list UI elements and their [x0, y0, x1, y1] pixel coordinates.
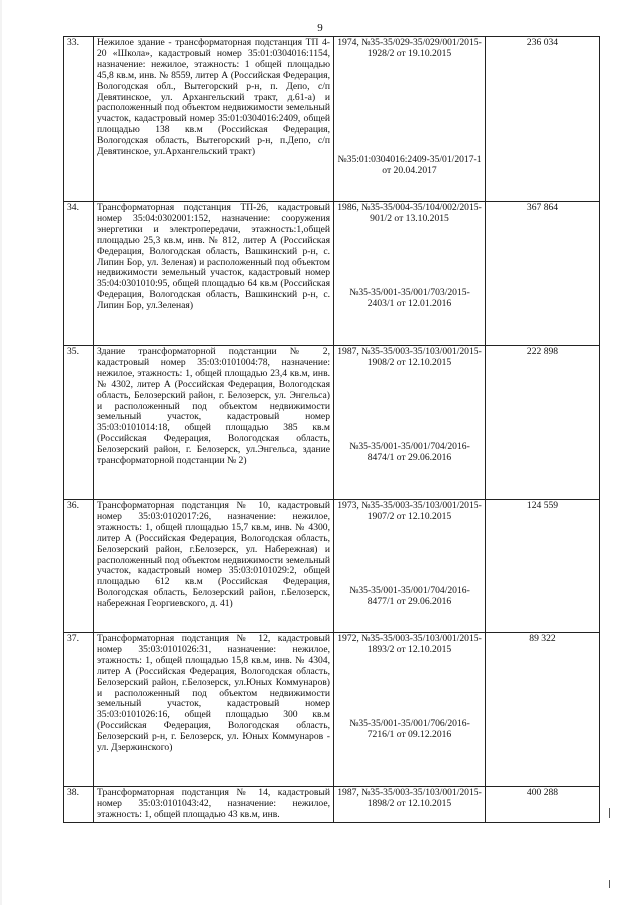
property-value: 124 559 — [486, 500, 600, 633]
row-number: 34. — [64, 202, 94, 346]
registration-cell — [334, 202, 486, 346]
table-row — [64, 202, 600, 346]
margin-mark — [609, 808, 610, 818]
registration-record: 1974, №35-35/029-35/029/001/2015-1928/2 от 19.10.2015 — [337, 37, 482, 59]
scan-edge — [0, 0, 2, 905]
property-description: Трансформаторная подстанция № 14, кадастровый номер 35:03:0101043:42, назначение: нежилое, этажность: 1, общей площадью 43 кв.м, инв. — [94, 787, 334, 823]
land-registration-record: №35-35/001-35/001/704/2016-8474/1 от 29.06.2016 — [349, 441, 470, 463]
registration-record: 1972, №35-35/003-35/103/001/2015-1893/2 от 12.10.2015 — [337, 633, 482, 655]
registration-record: 1973, №35-35/003-35/103/001/2015-1907/2 от 12.10.2015 — [337, 500, 482, 522]
table-row — [64, 346, 600, 500]
land-registration-record: №35-35/001-35/001/704/2016-8477/1 от 29.06.2016 — [349, 585, 470, 607]
table-row — [64, 500, 600, 633]
registration-cell — [334, 346, 486, 500]
property-value: 400 288 — [486, 787, 600, 823]
row-number: 35. — [64, 346, 94, 500]
property-value: 367 864 — [486, 202, 600, 346]
property-register-table — [63, 36, 600, 823]
property-description: Трансформаторная подстанция № 10, кадастровый номер 35:03:0102017:26, назначение: нежилое, этажность: 1, общей площадью 15,7 кв.м, инв. № 4300, литер А (Российская Федерация, Вологодская область, Белозерский район, г.Белозерск, ул. Набережная) и расположенный под объектом недвижимости земельный участок, кадастровый номер 35:03:0101029:2, общей площадью 612 кв.м (Российская Федерация, Вологодская область, Белозерский район, г.Белозерск, набережная Георгиевского, д. 41) — [94, 500, 334, 633]
row-number: 38. — [64, 787, 94, 823]
property-value: 236 034 — [486, 37, 600, 202]
table-row — [64, 633, 600, 787]
registration-record: 1986, №35-35/004-35/104/002/2015-901/2 от 13.10.2015 — [337, 202, 482, 224]
land-registration-record: №35:01:0304016:2409-35/01/2017-1 от 20.04.2017 — [337, 154, 482, 176]
table-row — [64, 787, 600, 823]
property-description: Здание трансформаторной подстанции № 2, кадастровый номер 35:03:0101004:78, назначение: нежилое, этажность: 1, общей площадью 23,4 кв.м, инв. № 4302, литер А (Российская Федерация, Вологодская область, Белозерский район, г. Белозерск, ул. Энгельса) и расположенный под объектом недвижимости земельный участок, кадастровый номер 35:03:0101014:18, общей площадью 385 кв.м (Российская Федерация, Вологодская область, Белозерский район, г. Белозерск, ул.Энгельса, здание трансформаторной подстанции № 2) — [94, 346, 334, 500]
registration-cell — [334, 37, 486, 202]
registration-cell — [334, 500, 486, 633]
registration-record: 1987, №35-35/003-35/103/001/2015-1898/2 от 12.10.2015 — [337, 787, 482, 809]
row-number: 37. — [64, 633, 94, 787]
table-row — [64, 37, 600, 202]
registration-record: 1987, №35-35/003-35/103/001/2015-1908/2 от 12.10.2015 — [337, 346, 482, 368]
registration-cell — [334, 633, 486, 787]
page-number: 9 — [317, 22, 323, 34]
row-number: 33. — [64, 37, 94, 202]
property-description: Нежилое здание - трансформаторная подстанция ТП 4-20 «Школа», кадастровый номер 35:01:0304016:1154, назначение: нежилое, этажность: 1 общей площадью 45,8 кв.м, инв. № 8559, литер А (Российская Федерация, Вологодская обл., Вытегорский р-н, п. Депо, с/п Девятинское, ул. Архангельский тракт, д.61-а) и расположенный под объектом недвижимости земельный участок, кадастровый номер 35:01:0304016:2409, общей площадью 138 кв.м (Российская Федерация, Вологодская область, Вытегорский р-н, п.Депо, с/п Девятинское, ул.Архангельский тракт) — [94, 37, 334, 202]
property-description: Трансформаторная подстанция № 12, кадастровый номер 35:03:0101026:31, назначение: нежилое, этажность: 1, общей площадью 15,8 кв.м, инв. № 4304, литер А (Российская Федерация, Вологодская область, Белозерский район, г.Белозерск, ул.Юных Коммунаров) и расположенный под объектом недвижимости земельный участок, кадастровый номер 35:03:0101026:16, общей площадью 300 кв.м (Российская Федерация, Вологодская область, Белозерский р-н, г. Белозерск, ул. Юных Коммунаров - ул. Дзержинского) — [94, 633, 334, 787]
margin-mark — [609, 880, 610, 888]
property-value: 89 322 — [486, 633, 600, 787]
property-description: Трансформаторная подстанция ТП-26, кадастровый номер 35:04:0302001:152, назначение: сооружения энергетики и электропередачи, этажность:1,общей площадью 25,3 кв.м, инв. № 812, литер А (Российская Федерация, Вологодская область, Вашкинский р-н, с. Липин Бор, ул. Зеленая) и расположенный под объектом недвижимости земельный участок, кадастровый номер 35:04:0301010:95, общей площадью 64 кв.м (Российская Федерация, Вологодская область, Вашкинский р-н, с. Липин Бор, ул.Зеленая) — [94, 202, 334, 346]
registration-cell — [334, 787, 486, 823]
row-number: 36. — [64, 500, 94, 633]
land-registration-record: №35-35/001-35/001/706/2016-7216/1 от 09.12.2016 — [349, 718, 470, 740]
land-registration-record: №35-35/001-35/001/703/2015-2403/1 от 12.01.2016 — [349, 287, 470, 309]
property-value: 222 898 — [486, 346, 600, 500]
